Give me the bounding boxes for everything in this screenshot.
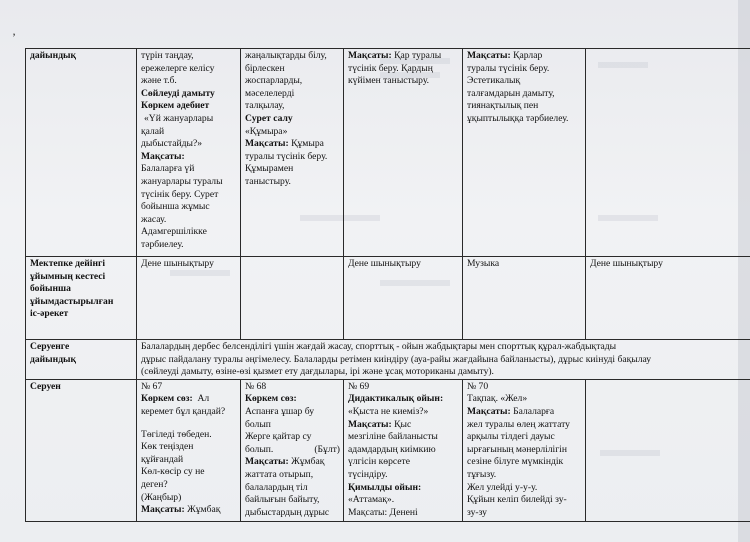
table-cell: Мақсаты: Қар туралы түсінік беру. Қардың күйімен таныстыру. (344, 49, 463, 257)
table-cell: № 70 Тақпақ. «Жел» Мақсаты: Балаларға жел туралы өлең жаттату арқылы тілдегі дауыс ырғағының мәнерлілігін сезіне білуге мүмкіндік тұғызу. Жел улейді у-у-у. Құйын келіп билейді зу- зу-зу (463, 379, 586, 521)
table-cell: Музыка (463, 257, 586, 340)
table-row (26, 257, 750, 340)
table-cell: № 69 Дидактикалық ойын: «Қыста не киеміз?» Мақсаты: Қыс мезгіліне байланысты адамдардың киімкию үлгісін көрсете түсіндіру. Қимылды ойын: «Аттамақ». Мақсаты: Денені (344, 379, 463, 521)
row-label: Серуенге дайындық (26, 340, 137, 380)
table-cell (241, 257, 344, 340)
table-row (26, 49, 750, 257)
corner-mark: ’ (12, 30, 16, 44)
table-cell: № 68 Көркем сөз: Аспанға ұшар бу болып Жерге қайтар су болып. (Бұлт) Мақсаты: Жұмбақ жаттата отырып, балалардың тіл байлығын байыту, дыбыстардың дұрыс (241, 379, 344, 521)
table-row (26, 379, 750, 521)
table-cell: № 67 Көркем сөз: Ал керемет бұл қандай? Төгіледі төбеден. Көк теңізден құйғандай Көл-көсір су не деген? (Жаңбыр) Мақсаты: Жұмбақ (137, 379, 241, 521)
table-cell: Дене шынықтыру (586, 257, 750, 340)
table-cell: Дене шынықтыру (344, 257, 463, 340)
table-cell (586, 49, 750, 257)
table-cell: түрін таңдау, ережелерге келісу және т.б. Сөйлеуді дамыту Көркем әдебиет «Үй жануарлары қалай дыбыстайды?» Мақсаты: Балаларға үй жануарлары туралы түсінік беру. Сурет бойынша жұмыс жасау. Адамгершілікке тәрбиелеу. (137, 49, 241, 257)
daily-plan-table (25, 48, 750, 522)
row-label: дайындық (26, 49, 137, 257)
table-cell (586, 379, 750, 521)
row-label: Мектепке дейінгі ұйымның кестесі бойынша ұйымдастырылған іс-әрекет (26, 257, 137, 340)
table-cell: Мақсаты: Қарлар туралы түсінік беру. Эстетикалық талғамдарын дамыту, тиянақтылық пен ұқыптылыққа тәрбиелеу. (463, 49, 586, 257)
table-row (26, 340, 750, 380)
merged-cell: Балалардың дербес белсенділігі үшін жағдай жасау, спорттық - ойын жабдықтары мен спорттық құрал-жабдықтады дұрыс пайдалану туралы әңгімелесу. Балаларды ретімен киіндіру (ауа-райы жағдайына байланысты), дұрыс киінуді бақылау (сөйлеуді дамыту, өзіне-өзі қызмет ету дағдылары, ірі және ұсақ моториканы дамыту). (137, 340, 750, 380)
table-cell: Дене шынықтыру (137, 257, 241, 340)
table-cell: жаңалықтарды білу, бірлескен жоспарларды, мәселелерді талқылау, Сурет салу «Құмыра» Мақсаты: Құмыра туралы түсінік беру. Құмырамен таныстыру. (241, 49, 344, 257)
row-label: Серуен (26, 379, 137, 521)
